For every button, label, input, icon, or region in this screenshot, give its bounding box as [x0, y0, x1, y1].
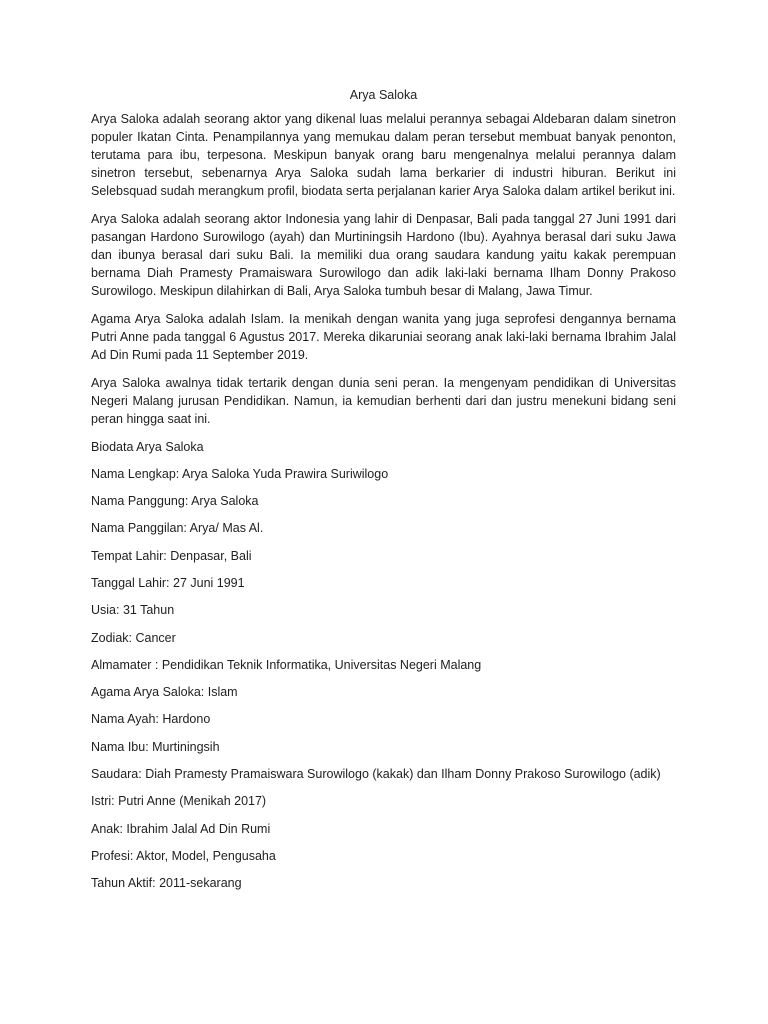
document-title: Arya Saloka	[349, 88, 418, 102]
biodata-father: Nama Ayah: Hardono	[91, 712, 211, 727]
biodata-stage-name: Nama Panggung: Arya Saloka	[91, 494, 259, 509]
document-page	[91, 86, 676, 902]
biodata-child: Anak: Ibrahim Jalal Ad Din Rumi	[91, 821, 271, 836]
biodata-almamater: Almamater : Pendidikan Teknik Informatika, Universitas Negeri Malang	[91, 657, 482, 672]
biodata-age: Usia: 31 Tahun	[91, 603, 175, 618]
biodata-years-active: Tahun Aktif: 2011-sekarang	[91, 876, 242, 891]
biodata-heading: Biodata Arya Saloka	[91, 439, 204, 454]
biodata-birthplace: Tempat Lahir: Denpasar, Bali	[91, 548, 252, 563]
paragraph-intro: Arya Saloka adalah seorang aktor yang dikenal luas melalui perannya sebagai Aldebaran dalam sinetron populer Ikatan Cinta. Penampilannya yang memukau dalam peran tersebut membuat banyak penonton, terutama para ibu, terpesona. Meskipun banyak orang baru mengenalnya melalui perannya dalam sinetron tersebut, sebenarnya Arya Saloka sudah lama berkarier di industri hiburan. Berikut ini Selebsquad sudah merangkum profil, biodata serta perjalanan karier Arya Saloka dalam artikel berikut ini.	[91, 112, 676, 199]
biodata-birthdate: Tanggal Lahir: 27 Juni 1991	[91, 575, 245, 590]
biodata-zodiac: Zodiak: Cancer	[91, 630, 176, 645]
biodata-religion: Agama Arya Saloka: Islam	[91, 685, 238, 700]
biodata-nickname: Nama Panggilan: Arya/ Mas Al.	[91, 521, 264, 536]
biodata-full-name: Nama Lengkap: Arya Saloka Yuda Prawira Suriwilogo	[91, 466, 389, 481]
paragraph-career: Arya Saloka awalnya tidak tertarik dengan dunia seni peran. Ia mengenyam pendidikan di Universitas Negeri Malang jurusan Pendidikan. Namun, ia kemudian berhenti dari dan justru menekuni bidang seni peran hingga saat ini.	[91, 375, 676, 426]
paragraph-background: Arya Saloka adalah seorang aktor Indonesia yang lahir di Denpasar, Bali pada tanggal 27 Juni 1991 dari pasangan Hardono Surowilogo (ayah) dan Murtiningsih Hardono (Ibu). Ayahnya berasal dari suku Jawa dan ibunya berasal dari suku Bali. Ia memiliki dua orang saudara kandung yaitu kakak perempuan bernama Diah Pramesty Pramaiswara Surowilogo dan adik laki-laki bernama Ilham Donny Prakoso Surowilogo. Meskipun dilahirkan di Bali, Arya Saloka tumbuh besar di Malang, Jawa Timur.	[91, 211, 676, 299]
biodata-wife: Istri: Putri Anne (Menikah 2017)	[91, 794, 267, 809]
biodata-mother: Nama Ibu: Murtiningsih	[91, 739, 220, 754]
biodata-siblings: Saudara: Diah Pramesty Pramaiswara Surowilogo (kakak) dan Ilham Donny Prakoso Surowilogo (adik)	[91, 767, 661, 782]
paragraph-family: Agama Arya Saloka adalah Islam. Ia menikah dengan wanita yang juga seprofesi dengannya bernama Putri Anne pada tanggal 6 Agustus 2017. Mereka dikaruniai seorang anak laki-laki bernama Ibrahim Jalal Ad Din Rumi pada 11 September 2019.	[91, 311, 676, 363]
biodata-profession: Profesi: Aktor, Model, Pengusaha	[91, 848, 276, 863]
